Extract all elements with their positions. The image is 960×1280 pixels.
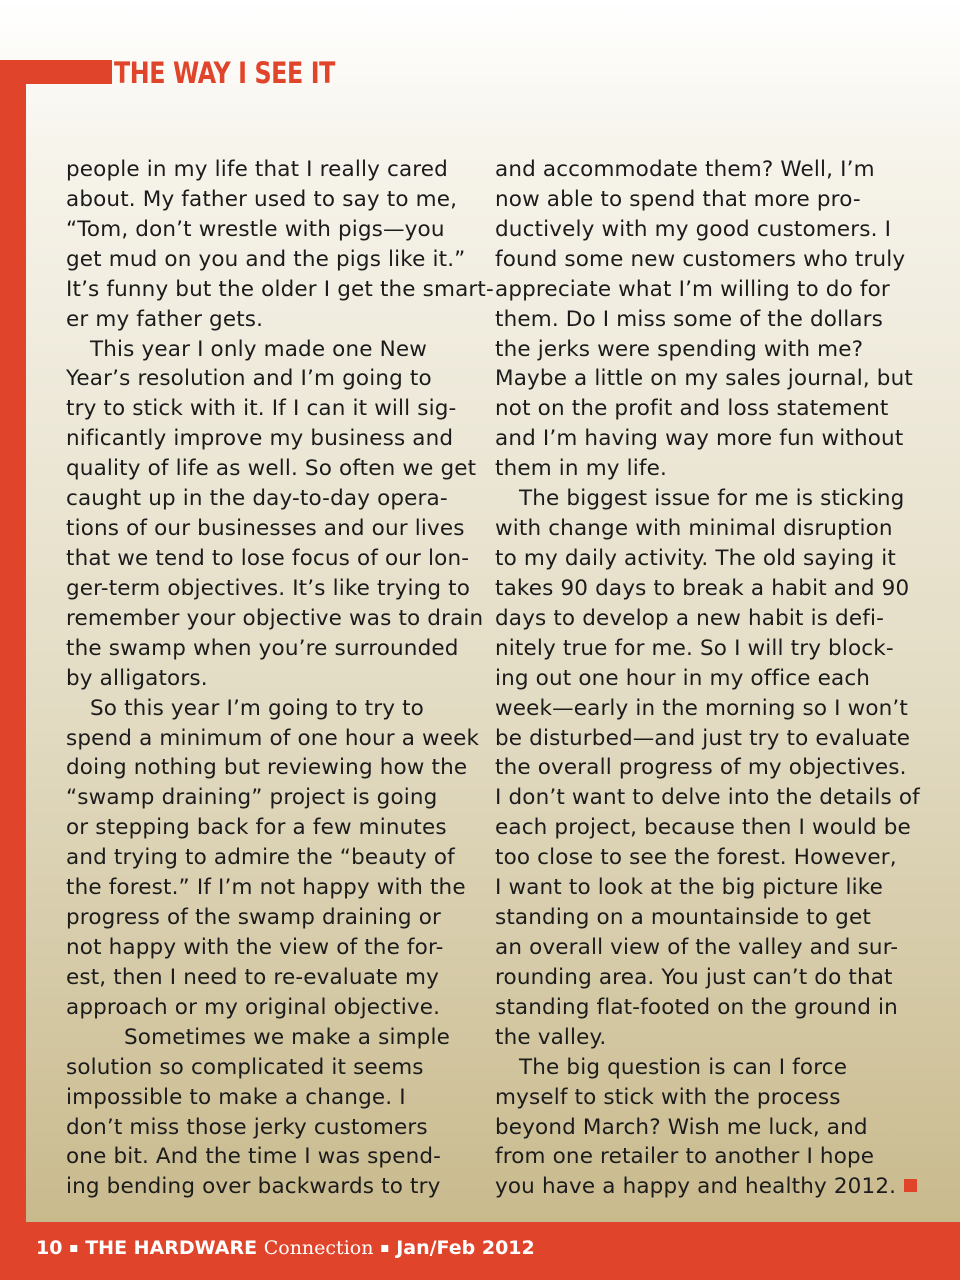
text-line [66, 185, 482, 215]
text-line-content: Sometimes we make a simple [124, 1024, 450, 1050]
text-line [66, 1083, 482, 1113]
text-line-content: takes 90 days to break a habit and 90 [495, 575, 910, 601]
footer-separator-2: ▪ [380, 1240, 390, 1256]
text-line-content: ductively with my good customers. I [495, 216, 892, 242]
text-line [495, 364, 915, 394]
text-line-content: I don’t want to delve into the details of [495, 785, 920, 811]
text-line-content: Maybe a little on my sales journal, but [495, 366, 913, 392]
text-line [495, 454, 915, 484]
text-line [66, 634, 482, 664]
text-line [66, 724, 482, 754]
text-line-content: found some new customers who truly [495, 246, 906, 272]
text-line [495, 933, 915, 963]
text-line-content: doing nothing but reviewing how the [66, 755, 468, 781]
text-line-content: and accommodate them? Well, I’m [495, 157, 875, 182]
text-line-content: from one retailer to another I hope [495, 1144, 875, 1170]
publication-name-connection: Connection [263, 1237, 374, 1259]
text-line [66, 783, 482, 813]
text-line-content: too close to see the forest. However, [495, 845, 897, 871]
text-line [66, 514, 482, 544]
text-line-content: now able to spend that more pro- [495, 186, 861, 212]
text-line-content: nificantly improve my business and [66, 426, 454, 452]
text-line-content: the swamp when you’re surrounded [66, 635, 459, 661]
text-line-content: approach or my original objective. [66, 994, 441, 1020]
text-line-content: remember your objective was to drain [66, 605, 484, 631]
text-line-content: myself to stick with the process [495, 1084, 841, 1110]
text-line [66, 903, 482, 933]
text-line [495, 724, 915, 754]
text-line [495, 544, 915, 574]
page-number: 10 [36, 1237, 63, 1259]
text-line [495, 634, 915, 664]
text-line [495, 1142, 915, 1172]
text-line [495, 963, 915, 993]
footer-folio [36, 1237, 535, 1259]
text-line-content: them. Do I miss some of the dollars [495, 306, 884, 332]
text-line-content: ing bending over backwards to try [66, 1174, 441, 1200]
text-line-content: to my daily activity. The old saying it [495, 545, 896, 571]
text-line-content: standing flat-footed on the ground in [495, 994, 898, 1020]
text-line-content: be disturbed—and just try to evaluate [495, 725, 911, 751]
text-line [495, 753, 915, 783]
text-line-content: “swamp draining” project is going [66, 785, 438, 811]
text-line [495, 903, 915, 933]
text-line [66, 1113, 482, 1143]
text-line-content: not happy with the view of the for- [66, 934, 444, 960]
text-line [66, 1172, 482, 1202]
issue-date: Jan/Feb 2012 [396, 1237, 535, 1259]
text-line-content: with change with minimal disruption [495, 516, 893, 542]
text-line-content: progress of the swamp draining or [66, 905, 441, 931]
text-line-content: ger-term objectives. It’s like trying to [66, 575, 471, 601]
text-line [495, 783, 920, 813]
text-line-content: the jerks were spending with me? [495, 336, 864, 362]
text-line [66, 394, 482, 424]
text-line [66, 963, 482, 993]
text-line-content: not on the profit and loss statement [495, 396, 889, 422]
text-line-content: solution so complicated it seems [66, 1054, 424, 1080]
text-line-content: “Tom, don’t wrestle with pigs—you [66, 216, 445, 242]
text-line-content: ing out one hour in my office each [495, 665, 871, 691]
text-line-content: them in my life. [495, 456, 667, 482]
text-line [495, 873, 915, 903]
footer-separator: ▪ [69, 1240, 79, 1256]
text-line [66, 753, 482, 783]
text-line-content: by alligators. [66, 665, 208, 691]
text-line-content: try to stick with it. If I can it will sig- [66, 396, 457, 422]
text-line [66, 933, 482, 963]
text-line [66, 1142, 482, 1172]
text-line [66, 664, 482, 694]
text-line [495, 305, 915, 335]
text-line [495, 813, 915, 843]
text-line [66, 335, 482, 365]
text-line [495, 1053, 915, 1083]
text-line [66, 364, 482, 394]
text-line-content: don’t miss those jerky customers [66, 1114, 428, 1140]
text-line-content: rounding area. You just can’t do that [495, 964, 893, 990]
text-line [66, 484, 482, 514]
text-line-content: tions of our businesses and our lives [66, 516, 465, 542]
text-line [495, 1172, 915, 1202]
article-column-left [66, 155, 494, 1202]
text-line [66, 424, 482, 454]
text-line-content: So this year I’m going to try to [90, 695, 424, 721]
text-line [495, 843, 915, 873]
text-line [66, 873, 482, 903]
text-line [495, 1113, 915, 1143]
text-line [66, 1053, 482, 1083]
text-line-content: The big question is can I force [519, 1054, 848, 1080]
text-line-content: or stepping back for a few minutes [66, 815, 447, 841]
text-line [66, 544, 482, 574]
text-line [495, 484, 915, 514]
text-line-content: Year’s resolution and I’m going to [66, 366, 432, 392]
header-accent-bar [0, 60, 112, 84]
text-line-content: I want to look at the big picture like [495, 875, 883, 901]
text-line-content: and I’m having way more fun without [495, 426, 904, 452]
text-line [495, 215, 915, 245]
text-line-content: the valley. [495, 1024, 607, 1050]
text-line-content: one bit. And the time I was spend- [66, 1144, 442, 1170]
text-line [66, 155, 482, 185]
text-line-content: er my father gets. [66, 306, 264, 332]
text-line [66, 305, 482, 335]
text-line [495, 394, 915, 424]
text-line-content: an overall view of the valley and sur- [495, 934, 899, 960]
text-line [495, 155, 915, 185]
text-line [495, 1083, 915, 1113]
text-line [495, 574, 915, 604]
text-line [495, 185, 915, 215]
publication-name: THE HARDWARE [85, 1237, 258, 1259]
text-line-content: It’s funny but the older I get the smart- [66, 276, 494, 302]
article-column-right [495, 155, 920, 1202]
text-line-content: the forest.” If I’m not happy with the [66, 875, 466, 901]
text-line [495, 1023, 915, 1053]
text-line [66, 1023, 482, 1053]
text-line [66, 215, 482, 245]
text-line [66, 843, 482, 873]
text-line [66, 245, 482, 275]
text-line [495, 275, 915, 305]
text-line-content: each project, because then I would be [495, 815, 911, 841]
text-line-content: about. My father used to say to me, [66, 186, 458, 212]
text-line-content: standing on a mountainside to get [495, 905, 871, 931]
text-line-content: you have a happy and healthy 2012. [495, 1174, 897, 1200]
section-title: THE WAY I SEE IT [114, 56, 335, 90]
text-line-content: appreciate what I’m willing to do for [495, 276, 890, 302]
text-line [66, 604, 482, 634]
text-line-content: get mud on you and the pigs like it.” [66, 246, 466, 272]
text-line-content: week—early in the morning so I won’t [495, 695, 908, 721]
text-line [66, 275, 494, 305]
text-line-content: The biggest issue for me is sticking [519, 486, 905, 512]
text-line [495, 514, 915, 544]
text-line-content: impossible to make a change. I [66, 1084, 406, 1110]
text-line-content: days to develop a new habit is defi- [495, 605, 884, 631]
text-line-content: people in my life that I really cared [66, 157, 448, 182]
text-line [495, 993, 915, 1023]
text-line [495, 664, 915, 694]
text-line [495, 604, 915, 634]
text-line [495, 245, 915, 275]
text-line-content: nitely true for me. So I will try block- [495, 635, 894, 661]
text-line-content: caught up in the day-to-day opera- [66, 486, 448, 512]
text-line-content: and trying to admire the “beauty of [66, 845, 455, 871]
text-line [66, 993, 482, 1023]
text-line-content: beyond March? Wish me luck, and [495, 1114, 868, 1140]
text-line-content: quality of life as well. So often we get [66, 456, 477, 482]
end-of-article-square-icon [904, 1179, 917, 1192]
text-line [66, 574, 482, 604]
text-line-content: the overall progress of my objectives. [495, 755, 907, 781]
text-line [66, 813, 482, 843]
text-line [66, 454, 482, 484]
left-accent-bar [0, 60, 26, 1230]
text-line [495, 694, 915, 724]
text-line-content: that we tend to lose focus of our lon- [66, 545, 470, 571]
text-line-content: spend a minimum of one hour a week [66, 725, 480, 751]
text-line [66, 694, 482, 724]
text-line-content: This year I only made one New [90, 336, 427, 362]
text-line [495, 424, 915, 454]
text-line-content: est, then I need to re-evaluate my [66, 964, 439, 990]
text-line [495, 335, 915, 365]
